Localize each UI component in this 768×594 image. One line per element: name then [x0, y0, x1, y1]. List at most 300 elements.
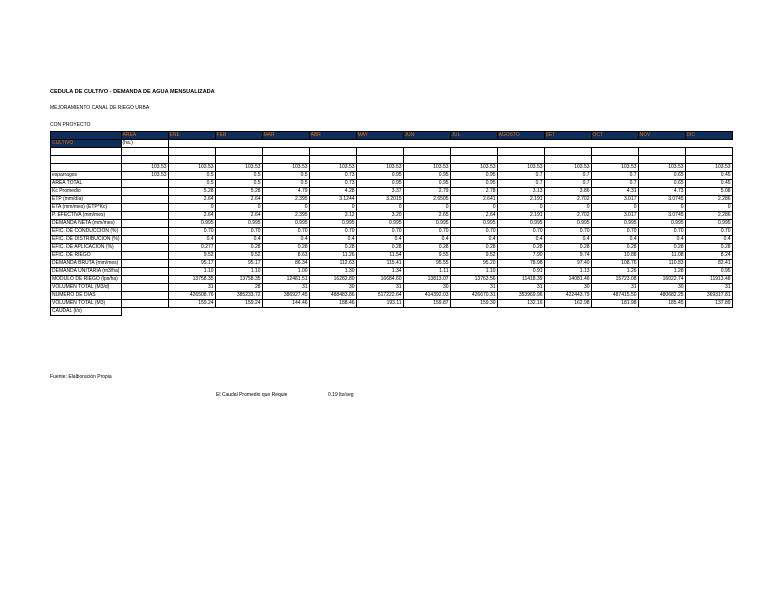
row-label: DEMANDA UNITARIA (m3/ha) [52, 268, 120, 275]
row-label: DEMANDA BRUTA (mm/mes) [51, 260, 122, 268]
row-value: 86.34 [262, 260, 309, 268]
row-value: 0 [591, 204, 638, 212]
row-value: 3.12 [309, 212, 356, 220]
row-label: EFIC. DE APLICACION (%) [51, 244, 122, 252]
table-row [51, 172, 733, 180]
row-value: 0.70 [638, 228, 685, 236]
row-value: 0.7 [544, 172, 591, 180]
row-value: 0.28 [450, 244, 497, 252]
row-value: 159.24 [215, 300, 262, 308]
row-area [121, 244, 168, 252]
row-value: 0 [356, 204, 403, 212]
row-value: 12481.51 [262, 276, 309, 284]
empty-cell [403, 140, 450, 148]
row-value: 16684.60 [356, 276, 403, 284]
row-value: 0.70 [262, 228, 309, 236]
row-value: 0.70 [450, 228, 497, 236]
row-value: 3.017 [591, 196, 638, 204]
row-value: 0.4 [497, 236, 544, 244]
row-value: 103.53 [497, 164, 544, 172]
row-area [121, 260, 168, 268]
row-area [121, 308, 168, 316]
row-value: 31 [450, 284, 497, 292]
table-row [51, 220, 733, 228]
row-value: 103.53 [262, 164, 309, 172]
row-value: 0.4 [591, 236, 638, 244]
row-value: 2.395 [262, 212, 309, 220]
row-value: 11913.48 [685, 276, 732, 284]
row-value: 0.95 [403, 172, 450, 180]
table-row [51, 164, 733, 172]
row-area [121, 220, 168, 228]
row-value: 0.995 [638, 220, 685, 228]
blank-cell [544, 156, 591, 164]
row-value: 0.73 [309, 180, 356, 188]
header-month-cell: JUN [403, 132, 450, 140]
blank-cell [591, 156, 638, 164]
row-value [356, 308, 403, 316]
row-value: 108.76 [591, 260, 638, 268]
row-value: 95.17 [215, 260, 262, 268]
table-row [51, 244, 733, 252]
header-month-cell: SET [544, 132, 591, 140]
row-value: 0.91 [497, 268, 544, 276]
row-value: 9.52 [168, 252, 215, 260]
row-value [544, 308, 591, 316]
row-value: 115.41 [356, 260, 403, 268]
row-value: 2.395 [262, 196, 309, 204]
empty-cell [497, 140, 544, 148]
row-value: 0.7 [544, 180, 591, 188]
row-value: 159.87 [403, 300, 450, 308]
row-value: 0.28 [356, 244, 403, 252]
row-value: 0.95 [685, 268, 732, 276]
row-value: 103.53 [685, 164, 732, 172]
row-value: 97.40 [544, 260, 591, 268]
row-value: 0 [685, 204, 732, 212]
row-value: 11418.39 [497, 276, 544, 284]
row-value: 5.28 [215, 188, 262, 196]
row-area [121, 204, 168, 212]
crop-demand-table [50, 131, 733, 316]
row-value: 0 [544, 204, 591, 212]
empty-cell [215, 140, 262, 148]
row-value: 0.995 [450, 220, 497, 228]
row-value: 112.63 [309, 260, 356, 268]
row-label: VOLUMEN TOTAL (M3/d) [51, 284, 122, 292]
row-value: 0.995 [544, 220, 591, 228]
blank-cell [356, 156, 403, 164]
row-value: 1.26 [591, 268, 638, 276]
row-value: 3.37 [356, 188, 403, 196]
row-value: 2.191 [497, 196, 544, 204]
row-value: 0.5 [262, 180, 309, 188]
row-value: 0.5 [262, 172, 309, 180]
row-area [121, 236, 168, 244]
blank-cell [544, 148, 591, 156]
empty-cell [591, 140, 638, 148]
row-value: 0.65 [638, 172, 685, 180]
row-value [168, 308, 215, 316]
row-value: 31 [591, 284, 638, 292]
row-value [262, 308, 309, 316]
blank-cell [403, 156, 450, 164]
row-label: EFIC. DE DISTRIBUCION (%) [52, 236, 120, 243]
row-value: 3.0745 [638, 212, 685, 220]
row-value [309, 308, 356, 316]
row-value: 31 [497, 284, 544, 292]
header-month-cell: JUL [450, 132, 497, 140]
row-value: 0.70 [685, 228, 732, 236]
blank-cell [309, 156, 356, 164]
row-value: 0.995 [685, 220, 732, 228]
row-area [121, 292, 168, 300]
row-value: 31 [356, 284, 403, 292]
row-value: 132.16 [497, 300, 544, 308]
row-value: 16022.74 [638, 276, 685, 284]
row-value: 0.28 [215, 244, 262, 252]
row-value: 95.55 [403, 260, 450, 268]
row-value: 517222.64 [356, 292, 403, 300]
row-value: 8.24 [685, 252, 732, 260]
row-label: VOLUMEN TOTAL (M3) [51, 300, 122, 308]
table-row [51, 284, 733, 292]
blank-cell [51, 148, 122, 156]
row-value: 0.28 [591, 244, 638, 252]
row-value: 0.5 [215, 172, 262, 180]
row-value: 0 [215, 204, 262, 212]
row-value [450, 308, 497, 316]
row-value: 0.995 [215, 220, 262, 228]
row-value: 0.995 [403, 220, 450, 228]
row-value: 13813.07 [403, 276, 450, 284]
row-value: 188.46 [309, 300, 356, 308]
row-value: 13758.35 [215, 276, 262, 284]
row-value: 31 [685, 284, 732, 292]
row-value: 488483.86 [309, 292, 356, 300]
blank-cell [450, 156, 497, 164]
row-area [121, 268, 168, 276]
row-value: 2.191 [497, 212, 544, 220]
row-value: 103.53 [450, 164, 497, 172]
row-value: 103.53 [168, 164, 215, 172]
row-value: 30 [544, 284, 591, 292]
row-value: 353969.96 [497, 292, 544, 300]
row-value: 0.4 [685, 236, 732, 244]
empty-cell [168, 140, 215, 148]
row-value: 0.4 [403, 236, 450, 244]
row-value: 1.30 [309, 268, 356, 276]
row-area [121, 252, 168, 260]
row-value: 0.70 [591, 228, 638, 236]
row-value: 137.89 [685, 300, 732, 308]
caudal-value: 0.19 lts/seg [328, 392, 354, 398]
header-month-cell: NOV [638, 132, 685, 140]
row-value: 0 [450, 204, 497, 212]
row-label: MODULO DE RIEGO (lps/ha) [51, 276, 122, 284]
row-value: 4.28 [309, 188, 356, 196]
row-value: 2.702 [544, 196, 591, 204]
row-value: 0.4 [309, 236, 356, 244]
row-value: 426670.31 [450, 292, 497, 300]
row-label: EFIC. DE CONDUCCIÓN (%) [51, 228, 122, 236]
row-value: 30 [309, 284, 356, 292]
row-value: 181.98 [591, 300, 638, 308]
row-value: 13763.56 [450, 276, 497, 284]
row-value: 0 [497, 204, 544, 212]
row-value: 2.65 [403, 212, 450, 220]
row-value: 0.4 [356, 236, 403, 244]
row-value: 3.20 [356, 212, 403, 220]
row-value: 11.08 [638, 252, 685, 260]
row-value: 3.13 [497, 188, 544, 196]
row-value: 0.95 [356, 180, 403, 188]
blank-cell [262, 148, 309, 156]
header-month-cell: ABR [309, 132, 356, 140]
empty-cell [544, 140, 591, 148]
row-value: 0.70 [309, 228, 356, 236]
empty-cell [638, 140, 685, 148]
row-value: 1.11 [403, 268, 450, 276]
row-value: 0.7 [591, 180, 638, 188]
row-value: 162.98 [544, 300, 591, 308]
table-row [51, 260, 733, 268]
row-value: 4.73 [638, 188, 685, 196]
row-value: 3.2015 [356, 196, 403, 204]
blank-cell [168, 148, 215, 156]
row-value: 159.24 [168, 300, 215, 308]
table-row [51, 236, 733, 244]
table-row [51, 180, 733, 188]
row-value: 1.28 [638, 268, 685, 276]
row-value: 0.70 [168, 228, 215, 236]
row-value: 7.90 [497, 252, 544, 260]
table-row [51, 188, 733, 196]
blank-cell [638, 148, 685, 156]
row-value: 2.286 [685, 212, 732, 220]
row-value: 3.017 [591, 212, 638, 220]
row-value: 0.5 [215, 180, 262, 188]
table-row [51, 276, 733, 284]
row-value [403, 308, 450, 316]
row-value: 0.70 [497, 228, 544, 236]
row-area [121, 284, 168, 292]
row-value: 0.28 [685, 244, 732, 252]
row-value: 0.28 [544, 244, 591, 252]
row-label: DEMANDA NETA (mm/mes) [51, 220, 122, 228]
row-value: 1.34 [356, 268, 403, 276]
row-value: 3.0745 [638, 196, 685, 204]
header-month-cell: FEB [215, 132, 262, 140]
blank-cell [685, 156, 732, 164]
row-value: 95.17 [168, 260, 215, 268]
row-value: 0.4 [215, 236, 262, 244]
row-value: 103.53 [356, 164, 403, 172]
empty-cell [685, 140, 732, 148]
table-row [51, 228, 733, 236]
row-value: 103.53 [591, 164, 638, 172]
row-value: 0.5 [168, 180, 215, 188]
blank-cell [309, 148, 356, 156]
row-label [51, 164, 122, 172]
row-value: 95.20 [450, 260, 497, 268]
row-value: 2.702 [544, 212, 591, 220]
row-value: 1.10 [450, 268, 497, 276]
row-value: 0 [309, 204, 356, 212]
row-value: 0.45 [685, 180, 732, 188]
row-value: 1.13 [544, 268, 591, 276]
row-value: 2.64 [168, 212, 215, 220]
blank-cell [638, 156, 685, 164]
blank-cell [497, 148, 544, 156]
row-area [121, 188, 168, 196]
row-value: 1.10 [215, 268, 262, 276]
row-value: 487415.50 [591, 292, 638, 300]
blank-cell [262, 156, 309, 164]
row-value: 4.79 [262, 188, 309, 196]
row-value: 5.08 [685, 188, 732, 196]
row-value: 5.28 [168, 188, 215, 196]
row-value: 0.4 [450, 236, 497, 244]
row-value: 30 [638, 284, 685, 292]
row-value: 2.6505 [403, 196, 450, 204]
header-month-cell: MAR [262, 132, 309, 140]
row-value: 2.79 [403, 188, 450, 196]
row-value: 0.995 [168, 220, 215, 228]
caudal-label: El Caudal Promedio que Requie [216, 392, 288, 398]
blank-cell [450, 148, 497, 156]
row-value: 28 [215, 284, 262, 292]
row-value: 2.78 [450, 188, 497, 196]
row-value: 0.7 [497, 180, 544, 188]
header-month-cell: OCT [591, 132, 638, 140]
row-value: 0.70 [403, 228, 450, 236]
row-value: 0.28 [309, 244, 356, 252]
row-value: 16282.80 [309, 276, 356, 284]
row-value: 0 [262, 204, 309, 212]
row-value: 193.11 [356, 300, 403, 308]
blank-cell [121, 156, 168, 164]
row-label: esparragos [51, 172, 122, 180]
row-value [497, 308, 544, 316]
header-cultivo-cell: CULTIVO [51, 140, 122, 148]
row-value: 110.83 [638, 260, 685, 268]
row-value: 0.7 [497, 172, 544, 180]
blank-cell [403, 148, 450, 156]
row-area: 103.53 [121, 164, 168, 172]
blank-cell [168, 156, 215, 164]
row-value: 0.28 [403, 244, 450, 252]
row-value: 0.45 [685, 172, 732, 180]
row-value: 144.46 [262, 300, 309, 308]
row-value: 0.995 [356, 220, 403, 228]
row-value: 9.74 [544, 252, 591, 260]
empty-cell [356, 140, 403, 148]
blank-cell [591, 148, 638, 156]
table-row [51, 252, 733, 260]
row-value: 14081.46 [544, 276, 591, 284]
row-area [121, 228, 168, 236]
row-value: 2.64 [215, 212, 262, 220]
table-row [51, 212, 733, 220]
row-value: 2.64 [215, 196, 262, 204]
header-row-2 [51, 140, 733, 148]
blank-cell [497, 156, 544, 164]
table-row [51, 300, 733, 308]
row-value [215, 308, 262, 316]
row-value: 0 [403, 204, 450, 212]
row-value: 103.53 [544, 164, 591, 172]
row-value: 0.28 [262, 244, 309, 252]
row-label: CAUDAL (l/s) [51, 308, 122, 316]
row-value: 0.4 [638, 236, 685, 244]
header-area-cell: AREA [121, 132, 168, 140]
row-value: 1.00 [262, 268, 309, 276]
row-value [638, 308, 685, 316]
row-value: 4.31 [591, 188, 638, 196]
row-value: 0.4 [168, 236, 215, 244]
blank-cell [356, 148, 403, 156]
source-note: Fuente: Elalboración Propia [50, 374, 112, 380]
row-area [121, 180, 168, 188]
blank-cell [121, 148, 168, 156]
row-value: 0.70 [356, 228, 403, 236]
row-value: 414392.03 [403, 292, 450, 300]
empty-cell [262, 140, 309, 148]
row-value: 2.64 [168, 196, 215, 204]
row-value: 0.73 [309, 172, 356, 180]
row-value: 9.55 [403, 252, 450, 260]
table-row [51, 268, 733, 276]
empty-cell [309, 140, 356, 148]
row-value [685, 308, 732, 316]
row-label: AREA TOTAL [51, 180, 122, 188]
blank-row [51, 148, 733, 156]
header-unit-cell: (ha.) [121, 140, 168, 148]
row-label: P. EFECTIVA (mm/mes) [51, 212, 122, 220]
row-area [121, 300, 168, 308]
header-month-cell: AGOSTO [497, 132, 544, 140]
blank-cell [215, 156, 262, 164]
table-row [51, 292, 733, 300]
row-value: 2.64 [450, 212, 497, 220]
row-value: 369317.81 [685, 292, 732, 300]
row-value: 103.53 [403, 164, 450, 172]
row-value: 159.30 [450, 300, 497, 308]
blank-cell [215, 148, 262, 156]
table-row [51, 204, 733, 212]
row-value: 0.7 [591, 172, 638, 180]
row-value: 10.88 [591, 252, 638, 260]
row-value: 2.286 [685, 196, 732, 204]
header-blank-cell [51, 132, 122, 140]
table-row [51, 308, 733, 316]
row-area [121, 196, 168, 204]
row-label: Kc Promedio [51, 188, 122, 196]
row-value: 0 [168, 204, 215, 212]
row-value: 0.95 [450, 180, 497, 188]
header-month-cell: ENE [168, 132, 215, 140]
row-value: 422443.79 [544, 292, 591, 300]
blank-cell [685, 148, 732, 156]
table-row [51, 196, 733, 204]
row-value: 0.995 [262, 220, 309, 228]
row-value: 385233.72 [215, 292, 262, 300]
row-value: 30 [403, 284, 450, 292]
row-value: 0.995 [309, 220, 356, 228]
row-value: 0.95 [450, 172, 497, 180]
row-value: 0.4 [544, 236, 591, 244]
